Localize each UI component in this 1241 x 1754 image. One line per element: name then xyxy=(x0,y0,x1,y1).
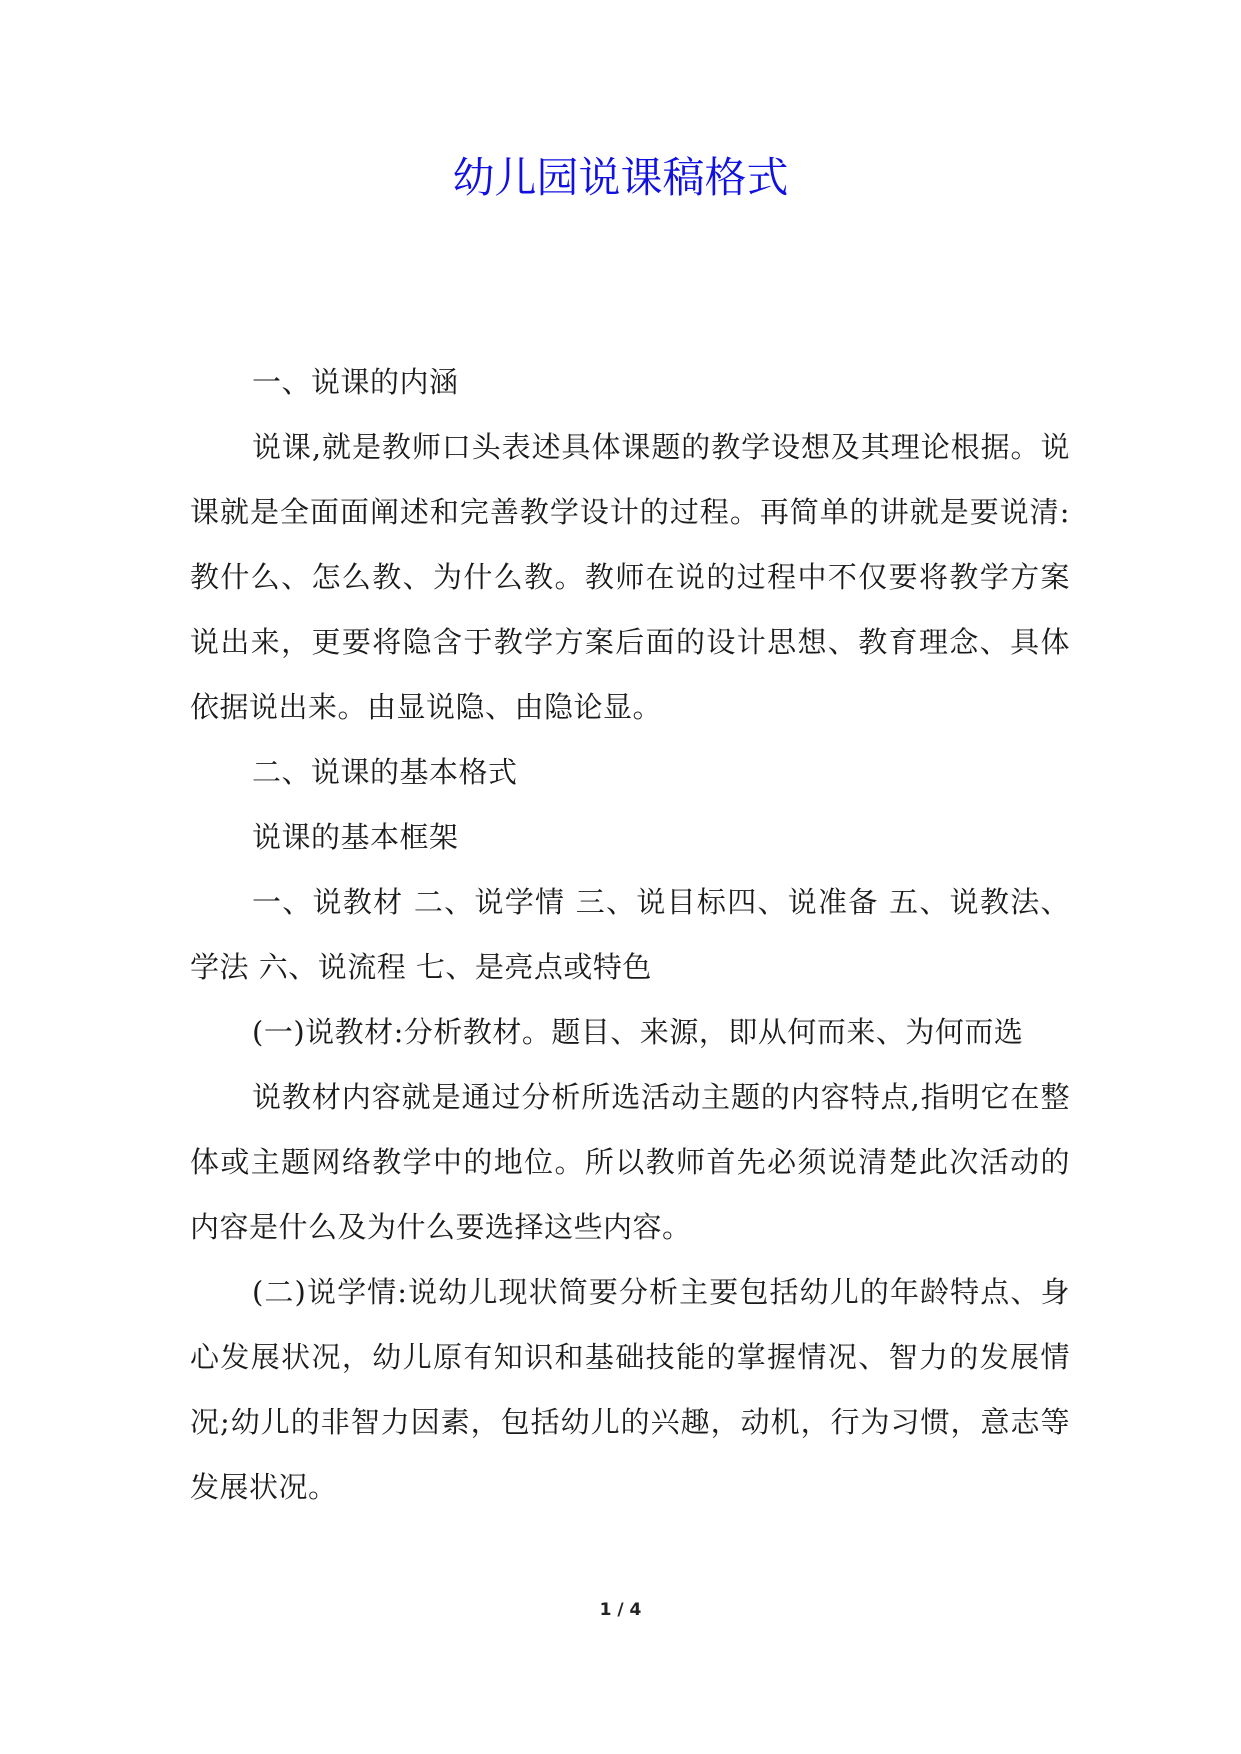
subheading-framework: 说课的基本框架 xyxy=(252,820,459,854)
document-title: 幼儿园说课稿格式 xyxy=(452,153,789,202)
paragraph-framework-list: 一、说教材 二、说学情 三、说目标四、说准备 五、说教法、学法 六、说流程 七、是亮点或特色 xyxy=(190,885,1070,984)
paragraph-material-content: 说教材内容就是通过分析所选活动主题的内容特点,指明它在整体或主题网络教学中的地位。所以教师首先必须说清楚此次活动的内容是什么及为什么要选择这些内容。 xyxy=(190,1080,1070,1244)
document-body xyxy=(190,350,1070,1520)
paragraph-teaching-material: (一)说教材:分析教材。题目、来源，即从何而来、为何而选 xyxy=(252,1015,1024,1049)
paragraph-definition: 说课,就是教师口头表述具体课题的教学设想及其理论根据。说课就是全面面阐述和完善教学设计的过程。再简单的讲就是要说清:教什么、怎么教、为什么教。教师在说的过程中不仅要将教学方案说出来，更要将隐含于教学方案后面的设计思想、教育理念、具体依据说出来。由显说隐、由隐论显。 xyxy=(190,430,1070,724)
section-heading-2: 二、说课的基本格式 xyxy=(252,755,518,789)
paragraph-learner-analysis: (二)说学情:说幼儿现状简要分析主要包括幼儿的年龄特点、身心发展状况，幼儿原有知识和基础技能的掌握情况、智力的发展情况;幼儿的非智力因素，包括幼儿的兴趣，动机，行为习惯，意志等发展状况。 xyxy=(190,1275,1070,1504)
section-heading-1: 一、说课的内涵 xyxy=(252,365,459,399)
page-number: 1 / 4 xyxy=(599,1600,642,1620)
